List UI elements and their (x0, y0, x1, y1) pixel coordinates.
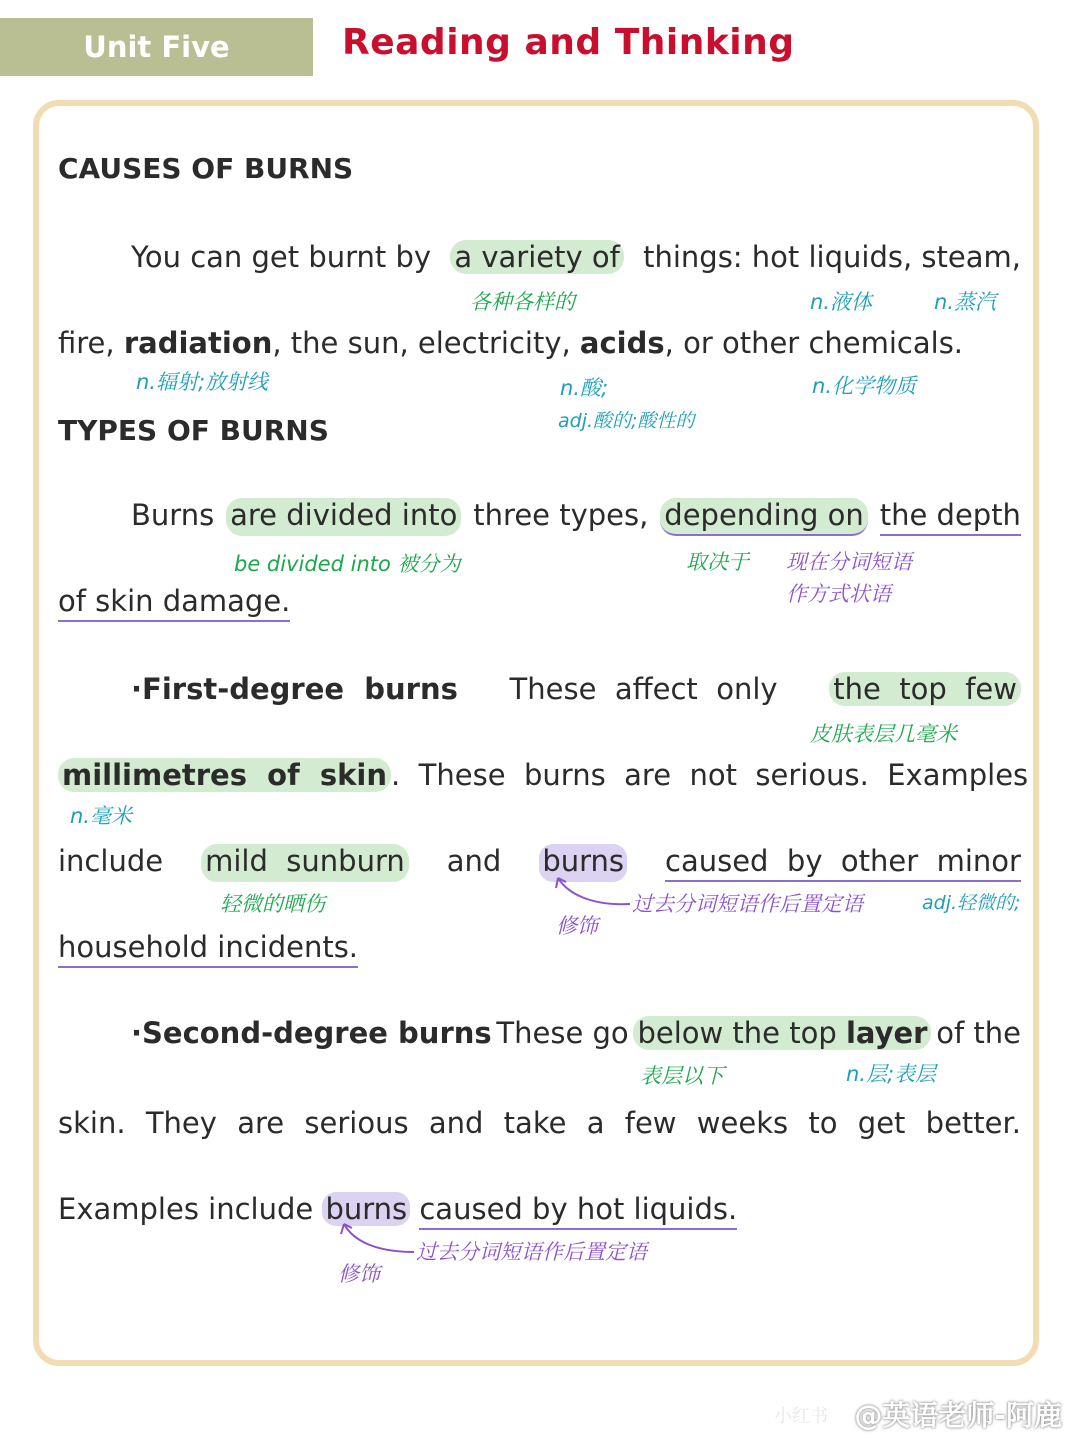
heading-causes: CAUSES OF BURNS (58, 152, 354, 185)
text: Burns (131, 498, 215, 532)
word-acids: acids (579, 326, 665, 360)
note-below-top: 表层以下 (640, 1064, 724, 1088)
note-depending: 取决于 (686, 550, 749, 574)
p3-line4 (58, 930, 1021, 964)
phrase-caused-by-hot-liquids: caused by hot liquids. (419, 1192, 737, 1230)
note-liquid: n.液体 (810, 290, 872, 314)
text: and (446, 844, 502, 878)
p1-line1 (58, 240, 1021, 274)
note-mild-sunburn: 轻微的晒伤 (220, 892, 325, 916)
note-radiation: n.辐射;放射线 (136, 370, 269, 394)
note-chemical: n.化学物质 (812, 374, 916, 398)
text: below the top (637, 1016, 837, 1050)
text: These go (496, 1016, 629, 1050)
phrase-below-the-top-layer (633, 1016, 931, 1050)
word-layer: layer (845, 1016, 928, 1050)
phrase-a-variety-of: a variety of (450, 240, 623, 274)
p1-line2 (58, 326, 1021, 360)
p2-line2 (58, 584, 1021, 618)
phrase-are-divided-into: are divided into (226, 498, 461, 536)
phrase-caused-by-other-minor: caused by other minor (665, 844, 1021, 882)
note-minor: adj.轻微的; (922, 892, 1021, 914)
text: Examples include (58, 1192, 314, 1226)
p2-line1 (58, 498, 1021, 536)
text: things: hot liquids, steam, (643, 240, 1021, 274)
note-variety: 各种各样的 (470, 290, 575, 314)
text: three types, (473, 498, 649, 532)
note-participle-1: 现在分词短语 (786, 550, 912, 574)
text: , the sun, electricity, (272, 326, 571, 360)
p4-line2: skin. They are serious and take a few weeks to get better. (58, 1106, 1021, 1140)
word-burns-2: burns (322, 1192, 410, 1226)
heading-types: TYPES OF BURNS (58, 414, 329, 447)
p4-line1 (58, 1016, 1021, 1050)
phrase-mild-sunburn: mild sunburn (201, 844, 409, 882)
p3-line3 (58, 844, 1021, 882)
phrase-depending-on: depending on (660, 498, 867, 536)
text: You can get burnt by (131, 240, 432, 274)
watermark: @英语老师-阿鹿 (854, 1399, 1062, 1432)
text-household-incidents: household incidents. (58, 930, 358, 968)
note-acid-noun: n.酸; (560, 376, 609, 400)
text: These affect only (509, 672, 778, 706)
phrase-millimetres-of-skin: millimetres of skin (58, 758, 391, 792)
note-layer: n.层;表层 (846, 1062, 937, 1086)
note-modify-2: 修饰 (338, 1262, 380, 1286)
note-past-participle-2: 过去分词短语作后置定语 (416, 1240, 647, 1264)
word-radiation: radiation (123, 326, 273, 360)
unit-tab: Unit Five (0, 18, 313, 76)
note-millimetre: n.毫米 (70, 804, 132, 828)
watermark-faint: 小红书 (774, 1406, 828, 1427)
p3-line2 (58, 758, 1029, 792)
text: , or other chemicals. (664, 326, 964, 360)
arrow-icon (552, 874, 634, 912)
text: include (58, 844, 164, 878)
text-the-depth: the depth (880, 498, 1021, 536)
note-past-participle-1: 过去分词短语作后置定语 (632, 892, 863, 916)
note-acid-adj: adj.酸的;酸性的 (558, 410, 695, 432)
page-title: Reading and Thinking (342, 22, 795, 63)
text: . These burns are not serious. Examples (391, 758, 1029, 792)
label-first-degree: ·First-degree burns (131, 672, 458, 706)
arrow-icon (336, 1220, 418, 1260)
text: fire, (58, 326, 115, 360)
word-burns: burns (539, 844, 627, 882)
note-divided: be divided into 被分为 (234, 552, 461, 576)
p3-line1 (58, 672, 1021, 706)
note-modify-1: 修饰 (556, 914, 598, 938)
text: of the (936, 1016, 1021, 1050)
note-participle-2: 作方式状语 (786, 582, 891, 606)
p4-line3 (58, 1192, 1021, 1226)
note-top-few: 皮肤表层几毫米 (810, 722, 957, 746)
note-steam: n.蒸汽 (934, 290, 996, 314)
phrase-the-top-few: the top few (829, 672, 1021, 706)
label-second-degree: ·Second-degree burns (131, 1016, 492, 1050)
text-skin-damage: of skin damage. (58, 584, 290, 622)
